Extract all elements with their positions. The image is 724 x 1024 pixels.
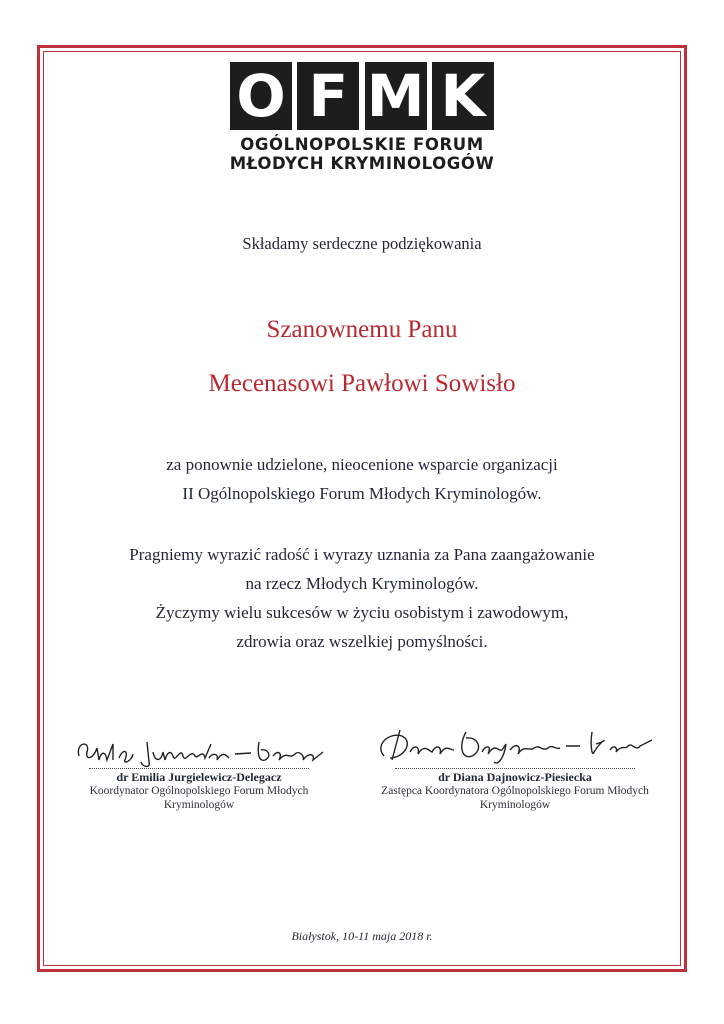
logo-text-line1: OGÓLNOPOLSKIE FORUM xyxy=(240,135,484,154)
signer-name-left: dr Emilia Jurgielewicz-Delegacz xyxy=(116,770,282,784)
logo-letter-k: K xyxy=(432,62,494,130)
recipient-name: Mecenasowi Pawłowi Sowisło xyxy=(208,370,516,397)
signature-block-right xyxy=(360,722,670,812)
certificate-border xyxy=(37,45,687,972)
logo-letter-blocks xyxy=(230,62,494,130)
logo-letter-f: F xyxy=(297,62,359,130)
signer-role-right-line2: Kryminologów xyxy=(479,799,551,811)
logo-letter-o: O xyxy=(230,62,292,130)
paragraph-line: za ponownie udzielone, nieocenione wsparcie organizacji xyxy=(166,455,558,474)
paragraph-support xyxy=(60,450,664,508)
place-and-date: Białystok, 10-11 maja 2018 r. xyxy=(291,929,433,943)
signature-line-right xyxy=(395,768,635,769)
signer-role-left-line1: Koordynator Ogólnopolskiego Forum Młodych xyxy=(89,785,309,797)
ofmk-logo xyxy=(210,62,514,178)
paragraph-line: Pragniemy wyrazić radość i wyrazy uznania za Pana zaangażowanie xyxy=(129,545,595,564)
signer-name-right: dr Diana Dajnowicz-Piesiecka xyxy=(438,770,592,784)
signer-role-right-line1: Zastępca Koordynatora Ogólnopolskiego Forum Młodych xyxy=(381,785,649,797)
handwritten-signature-left xyxy=(69,734,329,768)
recipient-salutation: Szanownemu Panu xyxy=(266,316,458,343)
logo-text-line2: MŁODYCH KRYMINOLOGÓW xyxy=(229,154,495,173)
logo-letter-m: M xyxy=(365,62,427,130)
signature-block-left xyxy=(58,734,340,812)
signature-line-left xyxy=(89,768,309,769)
signer-role-left-line2: Kryminologów xyxy=(163,799,235,811)
certificate-inner-border xyxy=(43,51,681,966)
intro-text: Składamy serdeczne podziękowania xyxy=(242,234,482,253)
handwritten-signature-right xyxy=(370,722,660,768)
paragraph-line: na rzecz Młodych Kryminologów. xyxy=(245,574,479,593)
paragraph-wishes xyxy=(60,540,664,656)
paragraph-line: Życzymy wielu sukcesów w życiu osobistym i zawodowym, xyxy=(155,603,569,622)
paragraph-line: zdrowia oraz wszelkiej pomyślności. xyxy=(236,632,488,651)
paragraph-line: II Ogólnopolskiego Forum Młodych Kryminologów. xyxy=(182,484,542,503)
